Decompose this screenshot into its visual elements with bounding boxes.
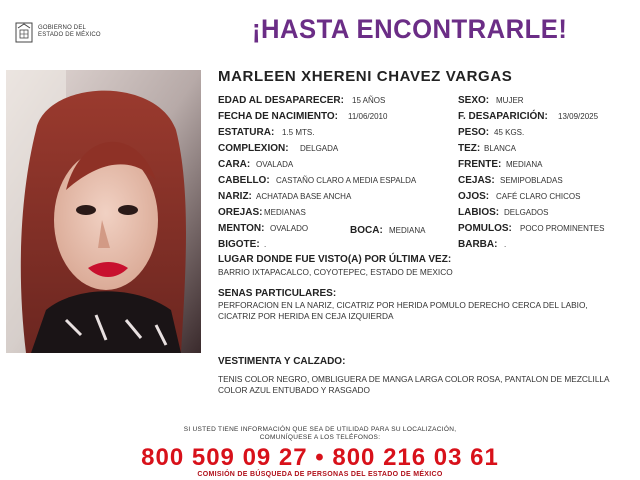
detail-label: ESTATURA: (218, 127, 275, 138)
detail-label: OREJAS: (218, 207, 263, 218)
detail-label: NARIZ: (218, 191, 252, 202)
boca-value: MEDIANA (389, 226, 426, 235)
particular-marks-title: SENAS PARTICULARES: (218, 288, 337, 299)
detail-value: OVALADO (270, 224, 309, 233)
person-name: MARLEEN XHERENI CHAVEZ VARGAS (218, 68, 513, 85)
detail-value: 11/06/2010 (348, 112, 388, 121)
clothing-text: TENIS COLOR NEGRO, OMBLIGUERA DE MANGA LARGA COLOR ROSA, PANTALON DE MEZCLILLA COLOR AZUL ENTUBADO Y RASGADO (218, 374, 610, 395)
particular-marks-text: PERFORACION EN LA NARIZ, CICATRIZ POR HERIDA POMULO DERECHO CERCA DEL LABIO, CICATRIZ POR HERIDA EN CEJA IZQUIERDA (218, 300, 588, 321)
detail-value: . (504, 240, 507, 249)
detail-label: F. DESAPARICIÓN: (458, 111, 548, 122)
detail-value: . (264, 240, 267, 249)
detail-label: OJOS: (458, 191, 490, 202)
detail-value: 45 KGS. (494, 128, 525, 137)
detail-label: EDAD AL DESAPARECER: (218, 95, 344, 106)
detail-label: MENTON: (218, 223, 265, 234)
detail-label: CABELLO: (218, 175, 270, 186)
detail-label: PESO: (458, 127, 490, 138)
detail-label: LABIOS: (458, 207, 500, 218)
detail-label: FECHA DE NACIMIENTO: (218, 111, 338, 122)
detail-value: ACHATADA BASE ANCHA (256, 192, 352, 201)
detail-value: CAFÉ CLARO CHICOS (496, 192, 581, 201)
last-seen-title: LUGAR DONDE FUE VISTO(A) POR ÚLTIMA VEZ: (218, 254, 452, 265)
detail-label: FRENTE: (458, 159, 502, 170)
detail-value: DELGADOS (504, 208, 549, 217)
detail-value: 15 AÑOS (352, 96, 386, 105)
detail-label: POMULOS: (458, 223, 512, 234)
clothing-title: VESTIMENTA Y CALZADO: (218, 356, 346, 367)
detail-value: 1.5 MTS. (282, 128, 315, 137)
portrait-illustration (6, 70, 201, 353)
detail-value: MEDIANA (506, 160, 543, 169)
missing-person-photo (6, 70, 201, 353)
headline: ¡HASTA ENCONTRARLE! (252, 14, 568, 44)
detail-label: TEZ: (458, 143, 481, 154)
detail-label: COMPLEXION: (218, 143, 289, 154)
detail-label: BARBA: (458, 239, 498, 250)
detail-value: DELGADA (300, 144, 339, 153)
government-name: GOBIERNO DEL ESTADO DE MÉXICO (38, 25, 101, 38)
detail-label: CEJAS: (458, 175, 495, 186)
contact-line-1: SI USTED TIENE INFORMACIÓN QUE SEA DE UTILIDAD PARA SU LOCALIZACIÓN, (183, 426, 457, 433)
detail-label: CARA: (218, 159, 251, 170)
detail-value: 13/09/2025 (558, 112, 599, 121)
detail-value: POCO PROMINENTES (520, 224, 605, 233)
detail-value: MEDIANAS (264, 208, 306, 217)
detail-value: CASTAÑO CLARO A MEDIA ESPALDA (276, 176, 417, 185)
detail-label: SEXO: (458, 95, 490, 106)
government-logo (14, 20, 124, 46)
detail-value: OVALADA (256, 160, 294, 169)
detail-label: BIGOTE: (218, 239, 260, 250)
detail-value: BLANCA (484, 144, 517, 153)
boca-label: BOCA: (350, 225, 383, 236)
state-seal-icon (14, 20, 34, 44)
search-commission-name: COMISIÓN DE BÚSQUEDA DE PERSONAS DEL ESTADO DE MÉXICO (197, 471, 443, 478)
detail-value: MUJER (496, 96, 524, 105)
detail-value: SEMIPOBLADAS (500, 176, 563, 185)
phone-numbers[interactable]: 800 509 09 27 • 800 216 03 61 (141, 444, 499, 471)
last-seen-text: BARRIO IXTAPACALCO, COYOTEPEC, ESTADO DE MEXICO (218, 267, 453, 277)
contact-line-2: COMUNÍQUESE A LOS TELÉFONOS: (259, 434, 381, 441)
